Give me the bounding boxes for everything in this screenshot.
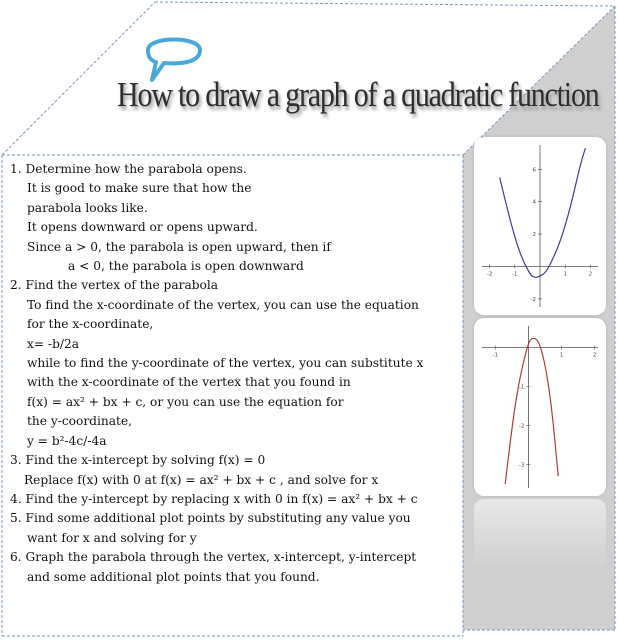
x-tick-label: -1 — [512, 271, 518, 278]
step-text: parabola looks like. — [27, 200, 148, 215]
x-tick-label: 2 — [588, 271, 593, 278]
step-text: Replace f(x) with 0 at f(x) = ax² + bx + c , and solve for x — [24, 472, 379, 487]
upward-parabola-graph-card — [474, 137, 606, 315]
step-2 — [10, 276, 466, 451]
step-text: a < 0, the parabola is open downward — [68, 259, 304, 274]
step-text: want for x and solving for y — [27, 530, 197, 545]
y-tick-label: -2 — [530, 296, 536, 303]
step-1 — [10, 160, 466, 276]
upward-parabola-plot — [474, 137, 606, 315]
step-text: It is good to make sure that how the — [27, 181, 252, 196]
downward-parabola-plot — [474, 318, 606, 496]
step-5 — [10, 509, 466, 548]
step-text: Since a > 0, the parabola is open upward, then if — [27, 239, 331, 254]
x-tick-label: 1 — [559, 352, 564, 359]
step-text: and some additional plot points that you found. — [27, 569, 320, 584]
graph-reflection — [474, 499, 606, 569]
step-3 — [10, 451, 466, 490]
y-tick-label: 6 — [532, 167, 536, 174]
steps-list — [10, 160, 466, 587]
step-heading: 6. Graph the parabola through the vertex, x-intercept, y-intercept — [10, 550, 417, 565]
step-heading: 2. Find the vertex of the parabola — [10, 278, 219, 293]
step-text: for the x-coordinate, — [27, 317, 154, 332]
step-text: f(x) = ax² + bx + c, or you can use the equation for — [27, 394, 344, 409]
y-tick-label: 4 — [532, 199, 536, 206]
step-text: y = b²-4c/-4a — [27, 433, 107, 448]
y-tick-label: -3 — [518, 462, 525, 469]
step-4 — [10, 490, 466, 509]
x-tick-label: 2 — [592, 352, 597, 359]
step-text: x= -b/2a — [27, 336, 80, 351]
page-title: How to draw a graph of a quadratic function — [117, 76, 599, 114]
y-tick-label: 2 — [532, 232, 536, 239]
step-text: with the x-coordinate of the vertex that you found in — [27, 375, 351, 390]
parabola-curve — [500, 148, 586, 277]
x-tick-label: -1 — [492, 352, 498, 359]
y-tick-label: -1 — [518, 384, 525, 391]
step-heading: 4. Find the y-intercept by replacing x with 0 in f(x) = ax² + bx + c — [10, 491, 418, 506]
step-text: the y-coordinate, — [27, 414, 132, 429]
step-6 — [10, 548, 466, 587]
x-tick-label: -2 — [486, 271, 493, 278]
step-text: It opens downward or opens upward. — [27, 220, 258, 235]
y-tick-label: -2 — [518, 423, 525, 430]
step-heading: 5. Find some additional plot points by substituting any value you — [10, 511, 411, 526]
parabola-curve — [505, 338, 558, 484]
step-heading: 1. Determine how the parabola opens. — [10, 162, 247, 176]
x-tick-label: 1 — [563, 271, 567, 278]
step-heading: 3. Find the x-intercept by solving f(x) = 0 — [10, 453, 266, 468]
step-text: To find the x-coordinate of the vertex, you can use the equation — [27, 297, 419, 312]
step-text: while to find the y-coordinate of the vertex, you can substitute x — [27, 356, 424, 371]
downward-parabola-graph-card — [474, 318, 606, 496]
